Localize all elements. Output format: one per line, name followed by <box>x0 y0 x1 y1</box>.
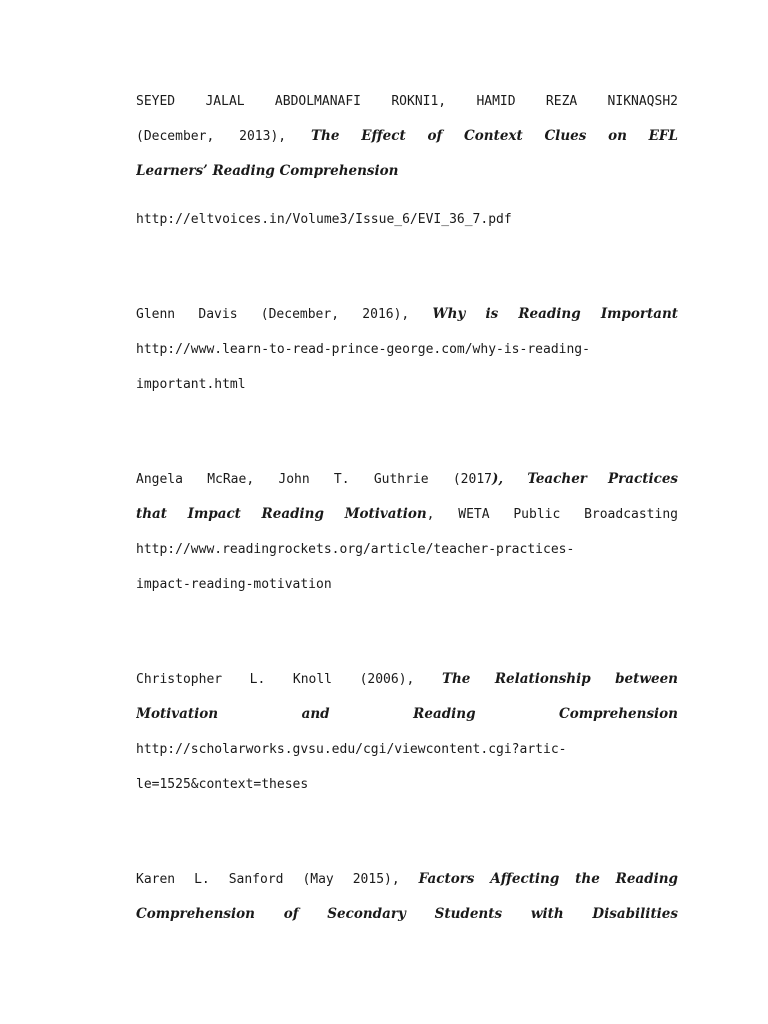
reference-url: http://www.learn-to-read-prince-george.com/why-is-reading- <box>136 342 590 357</box>
reference-title: Why is Reading Important <box>432 306 678 322</box>
reference-url: http://scholarworks.gvsu.edu/cgi/viewcontent.cgi?artic- <box>136 742 567 757</box>
reference-punctuation: ), <box>491 471 504 487</box>
reference-citation-line <box>136 662 678 697</box>
reference-authors-date: Karen L. Sanford (May 2015), <box>136 872 400 887</box>
reference-entry <box>136 462 678 602</box>
reference-entry <box>136 84 678 237</box>
reference-url: impact-reading-motivation <box>136 577 332 592</box>
reference-authors-date: Christopher L. Knoll (2006), <box>136 672 415 687</box>
reference-entry <box>136 297 678 402</box>
reference-url: http://www.readingrockets.org/article/teacher-practices- <box>136 542 575 557</box>
reference-entry <box>136 862 678 932</box>
reference-authors-date: Glenn Davis (December, 2016), <box>136 307 410 322</box>
reference-title: The Relationship between <box>441 671 678 687</box>
reference-title: The Effect of Context Clues on EFL <box>311 128 678 144</box>
reference-url: le=1525&context=theses <box>136 777 309 792</box>
reference-date: (December, 2013), <box>136 129 287 144</box>
reference-citation-line <box>136 862 678 897</box>
reference-entry <box>136 662 678 802</box>
reference-citation-line <box>136 297 678 332</box>
reference-authors: SEYED JALAL ABDOLMANAFI ROKNI1, HAMID REZA NIKNAQSH2 <box>136 94 678 109</box>
reference-citation-line <box>136 119 678 154</box>
reference-citation-line <box>136 154 678 189</box>
reference-title: Factors Affecting the Reading <box>418 871 678 887</box>
reference-title: Comprehension of Secondary Students with Disabilities <box>136 906 678 922</box>
reference-url: http://eltvoices.in/Volume3/Issue_6/EVI_36_7.pdf <box>136 212 512 227</box>
reference-title: Teacher Practices <box>527 471 678 487</box>
reference-citation-line <box>136 497 678 532</box>
reference-authors-date: Angela McRae, John T. Guthrie (2017 <box>136 472 492 487</box>
reference-publisher: , WETA Public Broadcasting <box>426 507 678 522</box>
reference-title: Motivation and Reading Comprehension <box>136 706 678 722</box>
reference-citation-line <box>136 462 678 497</box>
reference-url: important.html <box>136 377 246 392</box>
reference-title: Learners’ Reading Comprehension <box>136 163 399 179</box>
reference-list <box>136 84 678 932</box>
reference-title: that Impact Reading Motivation <box>136 506 427 522</box>
